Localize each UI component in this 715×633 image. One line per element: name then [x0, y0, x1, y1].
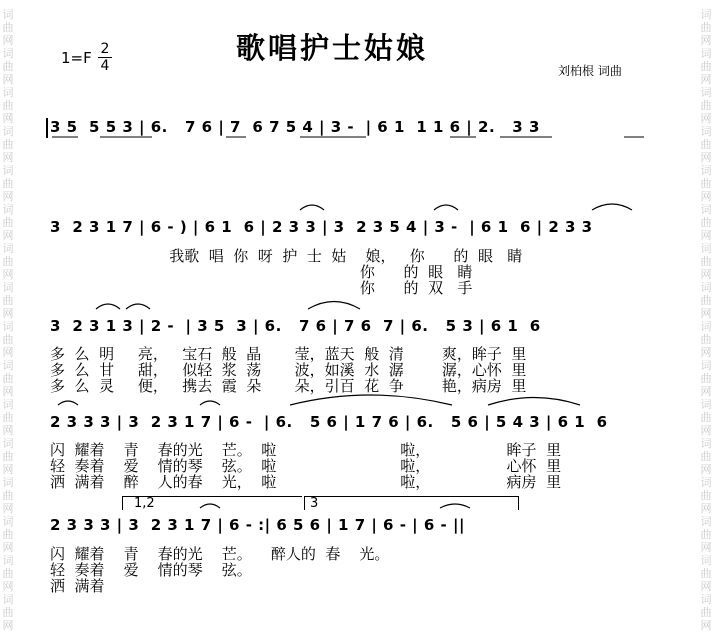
- watermark-char: 曲: [2, 333, 14, 346]
- watermark-char: 词: [2, 86, 14, 99]
- start-barline: [46, 118, 48, 138]
- volta-2-bracket: [304, 496, 518, 497]
- notes-row-5: 2 3 3 3 | 3 2 3 1 7 | 6 - :| 6 5 6 | 1 7 | 6 - | 6 - ||: [50, 516, 465, 534]
- lyric-row-4-verse-3: 洒 满着 醉 人的春 光， 啦 啦， 病房 里: [50, 473, 562, 491]
- watermark-right: [699, 0, 713, 633]
- watermark-char: 网: [2, 463, 14, 476]
- watermark-char: 词: [2, 125, 14, 138]
- watermark-char: 曲: [700, 567, 712, 580]
- lyric-row-3-verse-1: 多 么 明 亮， 宝石 般 晶 莹，蓝天 般 清 爽，眸子 里: [50, 345, 527, 363]
- watermark-char: 曲: [2, 216, 14, 229]
- lyric-row-5-verse-1: 闪 耀着 青 春的光 芒。 醉人的 春 光。: [50, 545, 390, 563]
- watermark-char: 曲: [700, 294, 712, 307]
- time-bottom: 4: [100, 58, 110, 74]
- lyric-row-3-verse-2: 多 么 甘 甜， 似轻 浆 荡 波，如溪 水 潺 潺，心怀 里: [50, 361, 527, 379]
- watermark-char: 曲: [700, 60, 712, 73]
- lyric-row-2-verse-1: 我歌 唱 你 呀 护 士 姑 娘， 你 的 眼 睛: [50, 247, 523, 265]
- watermark-char: 曲: [700, 333, 712, 346]
- slur-row4-a: [58, 401, 78, 405]
- watermark-char: 网: [700, 346, 712, 359]
- watermark-char: 曲: [700, 411, 712, 424]
- watermark-char: 网: [2, 580, 14, 593]
- watermark-char: 网: [2, 112, 14, 125]
- lyric-row-5-verse-3: 洒 满着: [50, 577, 105, 595]
- watermark-char: 曲: [2, 177, 14, 190]
- watermark-char: 词: [2, 476, 14, 489]
- watermark-char: 词: [2, 554, 14, 567]
- watermark-char: 网: [700, 619, 712, 632]
- watermark-char: 网: [2, 229, 14, 242]
- watermark-char: 网: [2, 619, 14, 632]
- watermark-char: 网: [700, 34, 712, 47]
- watermark-char: 词: [2, 359, 14, 372]
- lyric-row-5-verse-2: 轻 奏着 爱 情的琴 弦。: [50, 561, 252, 579]
- watermark-char: 网: [700, 229, 712, 242]
- lyric-row-3-verse-3: 多 么 灵 便， 携去 霞 朵 朵，引百 花 争 艳，病房 里: [50, 377, 527, 395]
- watermark-char: 词: [700, 242, 712, 255]
- lyric-row-2-verse-3: 你 的 双 手: [50, 279, 473, 297]
- volta-2-label: 3: [310, 496, 319, 511]
- watermark-char: 网: [2, 73, 14, 86]
- watermark-char: 网: [700, 190, 712, 203]
- watermark-char: 曲: [700, 255, 712, 268]
- watermark-char: 曲: [700, 21, 712, 34]
- watermark-char: 网: [700, 307, 712, 320]
- slur-row5-a: [200, 504, 220, 508]
- watermark-char: 网: [2, 190, 14, 203]
- volta-1-label: 1,2: [134, 496, 155, 511]
- lyric-row-4-verse-2: 轻 奏着 爱 情的琴 弦。 啦 啦， 心怀 里: [50, 457, 562, 475]
- volta-1-left: [122, 496, 123, 510]
- slur-row4-b: [200, 401, 220, 405]
- composer-credit: 刘柏根 词曲: [558, 64, 622, 78]
- watermark-char: 词: [700, 320, 712, 333]
- watermark-char: 词: [2, 281, 14, 294]
- watermark-left: [1, 0, 15, 633]
- watermark-char: 网: [700, 424, 712, 437]
- watermark-char: 网: [700, 502, 712, 515]
- watermark-char: 词: [2, 164, 14, 177]
- watermark-char: 曲: [2, 528, 14, 541]
- notes-row-1: 3 5 5 5 3 | 6. 7 6 | 7 6 7 5 4 | 3 - | 6 1 1 1 6 | 2. 3 3: [50, 118, 540, 136]
- watermark-char: 网: [700, 268, 712, 281]
- watermark-char: 词: [700, 554, 712, 567]
- watermark-char: 词: [700, 164, 712, 177]
- watermark-char: 曲: [2, 489, 14, 502]
- slur-row4-d: [488, 398, 580, 406]
- watermark-char: 网: [2, 502, 14, 515]
- watermark-char: 词: [2, 515, 14, 528]
- watermark-char: 词: [2, 242, 14, 255]
- watermark-char: 词: [2, 398, 14, 411]
- watermark-char: 词: [700, 86, 712, 99]
- watermark-char: 词: [700, 398, 712, 411]
- slur-row5-b: [440, 504, 470, 508]
- watermark-char: 词: [700, 476, 712, 489]
- watermark-char: 网: [700, 112, 712, 125]
- watermark-char: 词: [700, 47, 712, 60]
- volta-2-right: [518, 496, 519, 510]
- watermark-char: 词: [700, 515, 712, 528]
- watermark-char: 曲: [700, 177, 712, 190]
- slur-row4-c: [290, 395, 452, 405]
- watermark-char: 曲: [700, 528, 712, 541]
- slur-row3-c: [308, 302, 360, 310]
- notes-row-2: 3 2 3 1 7 | 6 - ) | 6 1 6 | 2 3 3 | 3 2 3 5 4 | 3 - | 6 1 6 | 2 3 3: [50, 218, 593, 236]
- watermark-char: 网: [2, 307, 14, 320]
- watermark-char: 曲: [2, 21, 14, 34]
- song-title: 歌唱护士姑娘: [236, 31, 429, 65]
- notes-row-3: 3 2 3 1 3 | 2 - | 3 5 3 | 6. 7 6 | 7 6 7 | 6. 5 3 | 6 1 6: [50, 317, 541, 335]
- watermark-char: 网: [700, 73, 712, 86]
- slur-row3-b: [126, 304, 150, 309]
- watermark-char: 词: [700, 203, 712, 216]
- watermark-char: 网: [2, 346, 14, 359]
- watermark-char: 网: [700, 463, 712, 476]
- watermark-char: 网: [700, 541, 712, 554]
- watermark-char: 曲: [700, 372, 712, 385]
- watermark-char: 曲: [2, 138, 14, 151]
- slur-row2-b: [300, 205, 324, 210]
- watermark-char: 词: [2, 593, 14, 606]
- watermark-char: 曲: [2, 606, 14, 619]
- watermark-char: 曲: [2, 450, 14, 463]
- watermark-char: 词: [700, 125, 712, 138]
- watermark-char: 曲: [2, 372, 14, 385]
- watermark-char: 网: [2, 541, 14, 554]
- watermark-char: 曲: [700, 138, 712, 151]
- watermark-char: 曲: [2, 255, 14, 268]
- watermark-char: 词: [700, 437, 712, 450]
- watermark-char: 词: [2, 203, 14, 216]
- watermark-char: 网: [700, 385, 712, 398]
- watermark-char: 曲: [2, 567, 14, 580]
- slur-row3-a: [96, 304, 120, 309]
- watermark-char: 词: [2, 320, 14, 333]
- watermark-char: 网: [700, 151, 712, 164]
- slur-row2-c: [434, 205, 458, 210]
- watermark-char: 网: [2, 424, 14, 437]
- key-signature: 1=F: [61, 49, 92, 67]
- watermark-char: 词: [2, 437, 14, 450]
- watermark-char: 网: [2, 268, 14, 281]
- watermark-char: 词: [700, 8, 712, 21]
- volta-2-left: [304, 496, 305, 510]
- slur-row2-a: [592, 204, 632, 210]
- watermark-char: 曲: [700, 216, 712, 229]
- watermark-char: 曲: [2, 60, 14, 73]
- watermark-char: 词: [700, 359, 712, 372]
- watermark-char: 曲: [700, 450, 712, 463]
- watermark-char: 曲: [700, 606, 712, 619]
- watermark-char: 网: [2, 385, 14, 398]
- notes-row-4: 2 3 3 3 | 3 2 3 1 7 | 6 - | 6. 5 6 | 1 7 6 | 6. 5 6 | 5 4 3 | 6 1 6: [50, 413, 608, 431]
- watermark-char: 网: [2, 151, 14, 164]
- watermark-char: 曲: [2, 294, 14, 307]
- watermark-char: 曲: [700, 99, 712, 112]
- watermark-char: 曲: [2, 99, 14, 112]
- watermark-char: 词: [700, 281, 712, 294]
- watermark-char: 网: [700, 580, 712, 593]
- time-signature: [98, 42, 112, 74]
- watermark-char: 词: [700, 593, 712, 606]
- lyric-row-4-verse-1: 闪 耀着 青 春的光 芒。 啦 啦， 眸子 里: [50, 441, 562, 459]
- watermark-char: 曲: [2, 411, 14, 424]
- watermark-char: 词: [2, 8, 14, 21]
- lyric-row-2-verse-2: 你 的 眼 睛: [50, 263, 473, 281]
- watermark-char: 词: [2, 47, 14, 60]
- time-top: 2: [100, 41, 110, 57]
- watermark-char: 曲: [700, 489, 712, 502]
- watermark-char: 网: [2, 34, 14, 47]
